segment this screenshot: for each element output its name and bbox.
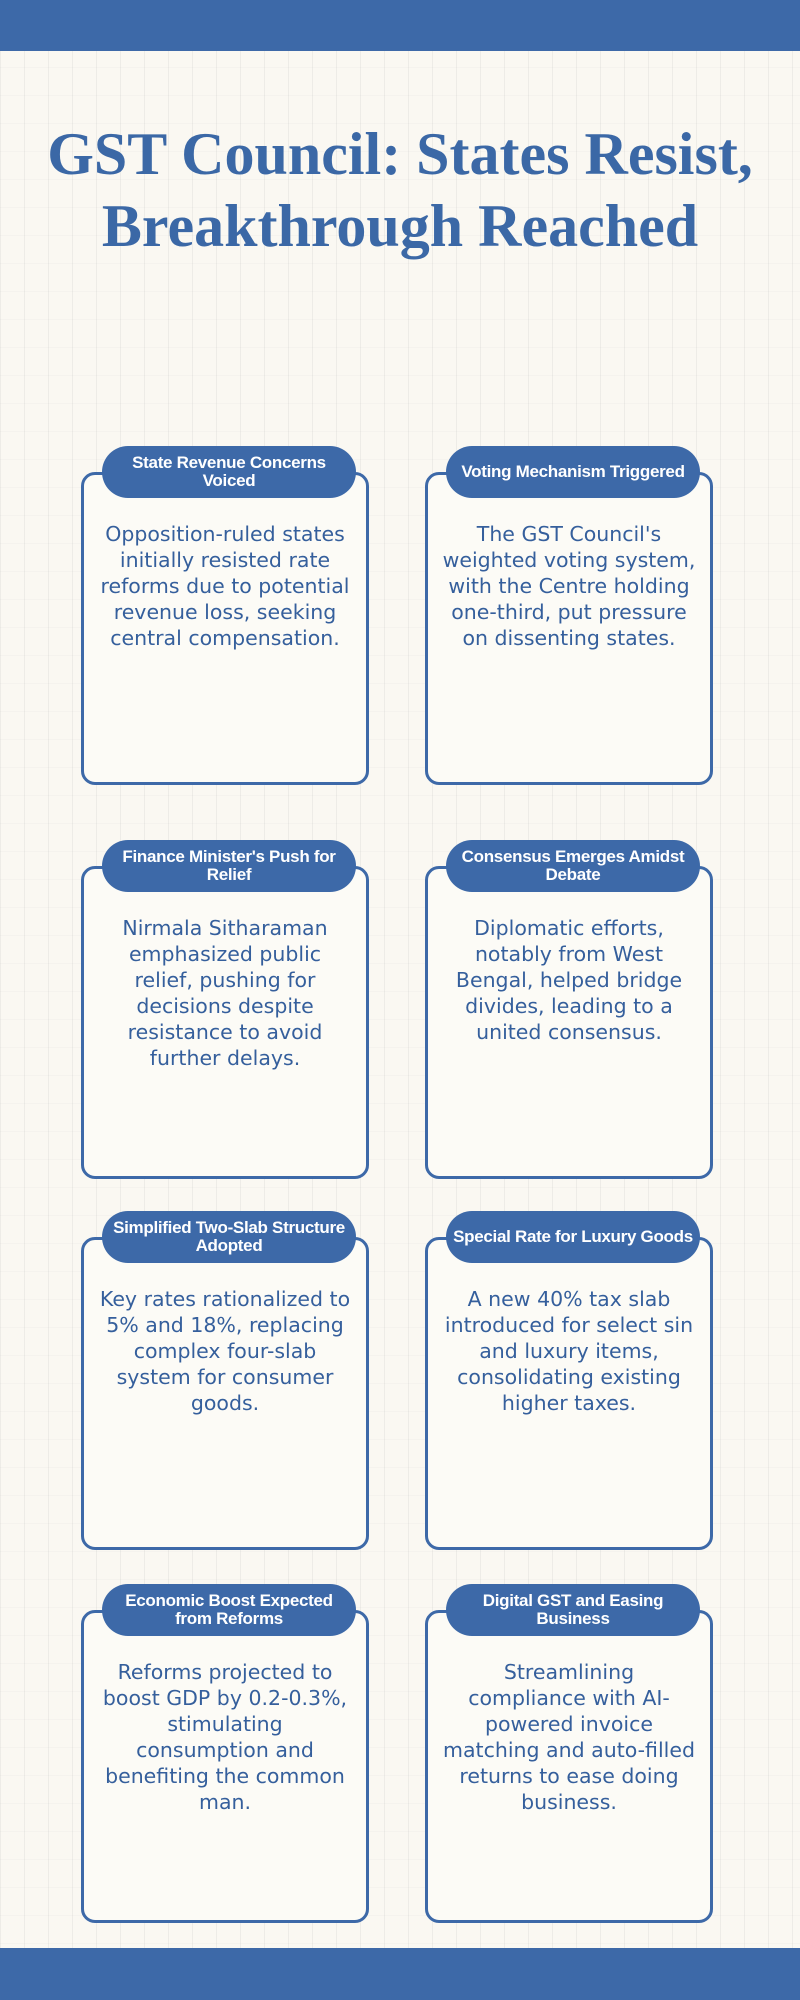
card-consensus-emerges xyxy=(425,847,713,1179)
card-voting-mechanism xyxy=(425,462,713,785)
card-heading: Finance Minister's Push for Relief xyxy=(102,840,356,892)
card-body-text: A new 40% tax slab introduced for select sin and luxury items, consolidating existing higher taxes. xyxy=(444,1287,694,1415)
card-body-text: Opposition-ruled states initially resisted rate reforms due to potential revenue loss, seeking central compensation. xyxy=(100,522,350,650)
card-heading: Consensus Emerges Amidst Debate xyxy=(446,840,700,892)
card-two-slab-structure xyxy=(81,1218,369,1550)
card-heading: Digital GST and Easing Business xyxy=(446,1584,700,1636)
card-body-text: Diplomatic efforts, notably from West Bengal, helped bridge divides, leading to a united consensus. xyxy=(455,916,683,1044)
card-economic-boost xyxy=(81,1591,369,1923)
card-digital-gst xyxy=(425,1591,713,1923)
card-luxury-goods-rate xyxy=(425,1227,713,1550)
page-title-line-2: Breakthrough Reached xyxy=(101,193,699,259)
top-banner-bar xyxy=(0,0,800,51)
page-title-line-1: GST Council: States Resist, xyxy=(47,121,753,187)
card-body-text: Streamlining compliance with AI-powered invoice matching and auto-filled returns to ease doing business. xyxy=(443,1660,695,1814)
bottom-banner-bar xyxy=(0,1948,800,2000)
card-finance-minister-push xyxy=(81,847,369,1179)
card-heading: Special Rate for Luxury Goods xyxy=(446,1211,700,1263)
card-state-revenue-concerns xyxy=(81,453,369,785)
card-body-text: Key rates rationalized to 5% and 18%, replacing complex four-slab system for consumer goods. xyxy=(99,1287,351,1415)
card-body-text: Nirmala Sitharaman emphasized public relief, pushing for decisions despite resistance to avoid further delays. xyxy=(122,916,328,1070)
card-body-text: The GST Council's weighted voting system, with the Centre holding one-third, put pressure on dissenting states. xyxy=(442,522,696,650)
card-body-text: Reforms projected to boost GDP by 0.2-0.3%, stimulating consumption and benefiting the common man. xyxy=(102,1660,348,1814)
page-title xyxy=(0,118,800,262)
card-heading: State Revenue Concerns Voiced xyxy=(102,446,356,498)
card-heading: Simplified Two-Slab Structure Adopted xyxy=(102,1211,356,1263)
card-heading: Voting Mechanism Triggered xyxy=(446,446,700,498)
card-heading: Economic Boost Expected from Reforms xyxy=(102,1584,356,1636)
